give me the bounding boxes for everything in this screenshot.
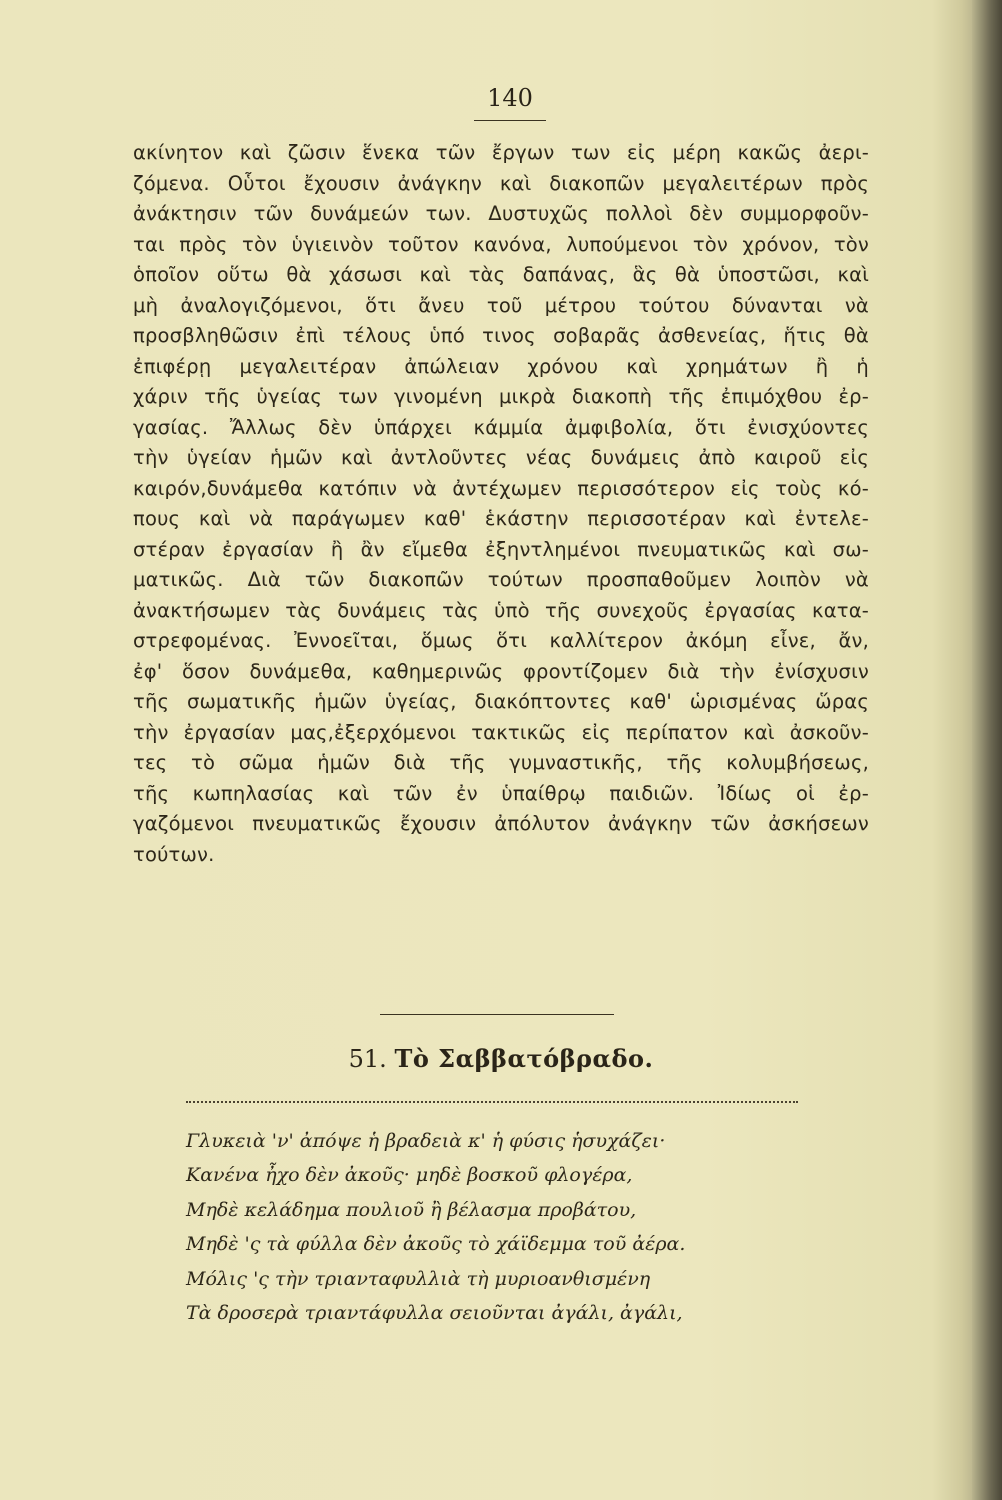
body-line: γασίας. Ἄλλως δὲν ὑπάρχει κάμμία ἀμφιβολία, ὅτι ἐνισχύοντες [133,415,869,439]
body-line: τὴν ἐργασίαν μας,ἐξερχόμενοι τακτικῶς εἰς περίπατον καὶ ἀσκοῦν- [133,720,869,744]
section-number: 51. [348,1045,387,1073]
poem-line: Κανένα ἦχο δὲν ἀκοῦς· μηδὲ βοσκοῦ φλογέρα, [186,1164,633,1187]
page-number-rule [474,120,546,121]
body-text [133,138,869,870]
body-line: γαζόμενοι πνευματικῶς ἔχουσιν ἀπόλυτον ἀνάγκην τῶν ἀσκήσεων [133,812,869,835]
poem-line: Μόλις 'ς τὴν τριανταφυλλιὰ τὴ μυριοανθισμένη [186,1267,651,1290]
body-line: ται πρὸς τὸν ὑγιεινὸν τοῦτον κανόνα, λυπούμενοι τὸν χρόνον, τὸν [133,232,869,256]
section-divider [380,1014,614,1015]
body-line: πους καὶ νὰ παράγωμεν καθ' ἑκάστην περισσοτέραν καὶ ἐντελε- [133,507,869,530]
dotted-divider [186,1101,798,1103]
body-line: ζόμενα. Οὗτοι ἔχουσιν ἀνάγκην καὶ διακοπῶν μεγαλειτέρων πρὸς [133,171,869,195]
body-line: χάριν τῆς ὑγείας των γινομένη μικρὰ διακοπὴ τῆς ἐπιμόχθου ἐρ- [133,385,869,408]
body-line: στρεφομένας. Ἐννοεῖται, ὅμως ὅτι καλλίτερον ἀκόμη εἶνε, ἄν, [133,629,869,652]
body-line: ακίνητον καὶ ζῶσιν ἕνεκα τῶν ἔργων των εἰς μέρη κακῶς ἀερι- [133,141,869,164]
body-line: καιρόν,δυνάμεθα κατόπιν νὰ ἀντέχωμεν περισσότερον εἰς τοὺς κό- [133,476,869,500]
body-line: ματικῶς. Διὰ τῶν διακοπῶν τούτων προσπαθοῦμεν λοιπὸν νὰ [133,568,869,591]
poem-line: Γλυκειὰ 'ν' ἀπόψε ἡ βραδειὰ κ' ἡ φύσις ἡσυχάζει· [186,1130,666,1152]
section-heading [133,1044,869,1073]
poem-line: Μηδὲ κελάδημα πουλιοῦ ἢ βέλασμα προβάτου, [186,1198,637,1221]
body-line: τὴν ὑγείαν ἡμῶν καὶ ἀντλοῦντες νέας δυνάμεις ἀπὸ καιροῦ εἰς [133,446,869,469]
page-number: 140 [487,84,533,112]
body-line: τῆς κωπηλασίας καὶ τῶν ἐν ὑπαίθρῳ παιδιῶν. Ἰδίως οἱ ἐρ- [133,781,869,805]
body-line: τῆς σωματικῆς ἡμῶν ὑγείας, διακόπτοντες καθ' ὡρισμένας ὥρας [133,690,869,713]
body-line: μὴ ἀναλογιζόμενοι, ὅτι ἄνευ τοῦ μέτρου τούτου δύνανται νὰ [133,293,869,317]
poem-line: Μηδὲ 'ς τὰ φύλλα δὲν ἀκοῦς τὸ χάϊδεμμα τοῦ ἀέρα. [186,1233,686,1256]
body-line: ὁποῖον οὕτω θὰ χάσωσι καὶ τὰς δαπάνας, ἃς θὰ ὑποστῶσι, καὶ [133,263,869,286]
poem [186,1124,826,1330]
body-line: τες τὸ σῶμα ἡμῶν διὰ τῆς γυμναστικῆς, τῆς κολυμβήσεως, [133,751,869,774]
body-line: ἐπιφέρῃ μεγαλειτέραν ἀπώλειαν χρόνου καὶ χρημάτων ἢ ἡ [133,354,869,378]
section-title: Τὸ Σαββατόβραδο. [394,1044,654,1073]
body-line: προσβληθῶσιν ἐπὶ τέλους ὑπό τινος σοβαρᾶς ἀσθενείας, ἥτις θὰ [133,324,869,347]
body-line: ἐφ' ὅσον δυνάμεθα, καθημερινῶς φροντίζομεν διὰ τὴν ἐνίσχυσιν [133,659,869,683]
body-line: στέραν ἐργασίαν ἢ ἂν εἴμεθα ἐξηντλημένοι πνευματικῶς καὶ σω- [133,537,869,561]
body-line: ἀνακτήσωμεν τὰς δυνάμεις τὰς ὑπὸ τῆς συνεχοῦς ἐργασίας κατα- [133,598,869,622]
poem-line: Τὰ δροσερὰ τριαντάφυλλα σειοῦνται ἀγάλι, ἀγάλι, [186,1302,683,1325]
body-line: τούτων. [133,842,215,866]
page-edge-shadow [972,0,1002,1500]
body-line: ἀνάκτησιν τῶν δυνάμεών των. Δυστυχῶς πολλοὶ δὲν συμμορφοῦν- [133,202,869,225]
